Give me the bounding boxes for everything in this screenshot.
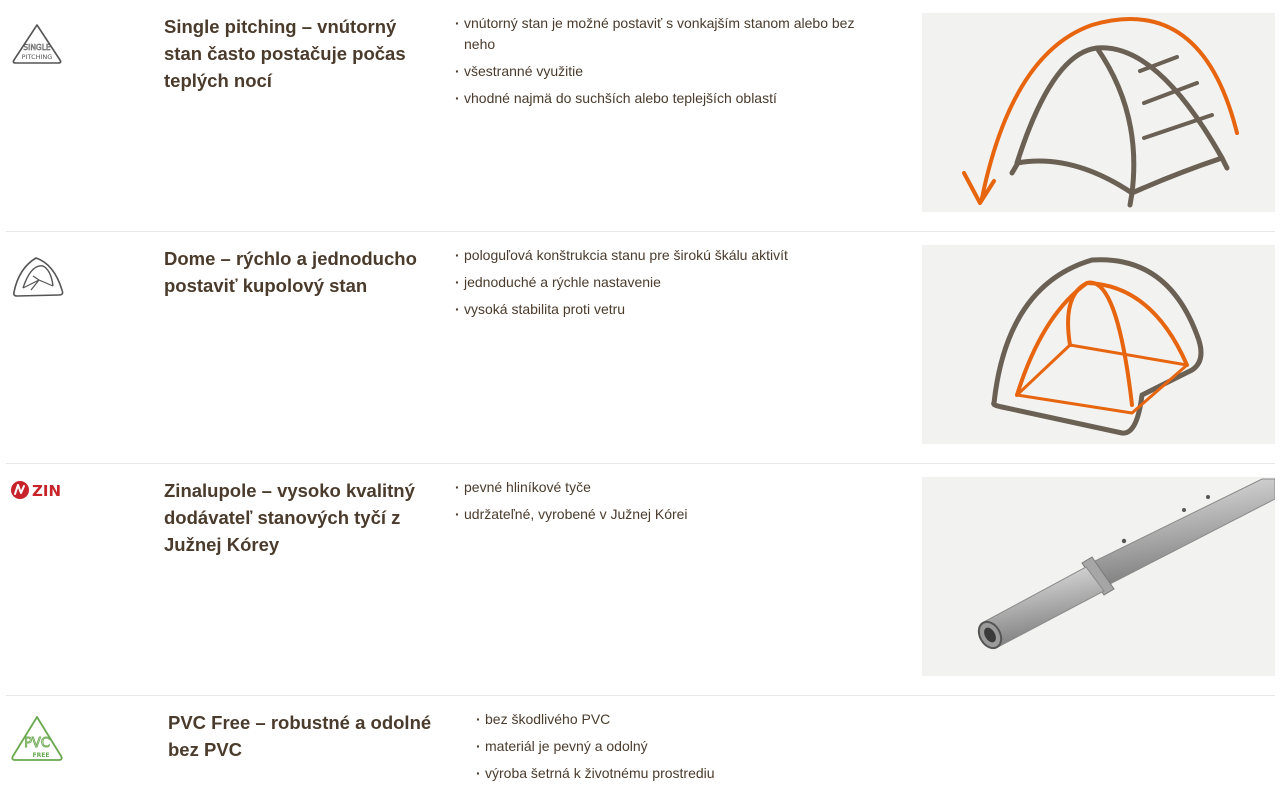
feature-bullet-list: [455, 477, 885, 531]
feature-pvc-free: [6, 696, 1275, 793]
feature-dome: [6, 232, 1275, 462]
single-pitching-icon: [9, 20, 65, 76]
zin-logo-text: ZIN: [32, 482, 62, 500]
feature-zinalupole: [6, 464, 1275, 694]
feature-bullet-list: [476, 709, 906, 790]
dome-tent-icon: [9, 250, 65, 306]
feature-bullet: · vysoká stabilita proti vetru: [455, 299, 885, 320]
dome-tent-illustration: [922, 245, 1275, 444]
zin-logo-icon: [9, 474, 69, 506]
feature-bullet: · udržateľné, vyrobené v Južnej Kórei: [455, 504, 885, 525]
pvc-logo-text: PVC: [24, 736, 50, 751]
pvc-free-icon: [9, 714, 65, 766]
single-pitching-tent-illustration: [922, 13, 1275, 212]
feature-bullet: · výroba šetrná k životnému prostrediu: [476, 763, 906, 784]
feature-bullet: · pologuľová konštrukcia stanu pre širokú škálu aktivít: [455, 245, 885, 266]
feature-bullet-list: [455, 13, 885, 115]
feature-bullet: · materiál je pevný a odolný: [476, 736, 906, 757]
feature-single-pitching: [6, 0, 1275, 230]
feature-title: Zinalupole – vysoko kvalitný dodávateľ stanových tyčí z Južnej Kórey: [164, 480, 415, 555]
single-pitching-logo-text: SINGLE: [23, 43, 51, 52]
single-pitching-logo-subtext: PITCHING: [21, 53, 53, 61]
feature-bullet: · všestranné využitie: [455, 61, 885, 82]
feature-bullet: · pevné hliníkové tyče: [455, 477, 885, 498]
feature-title: Single pitching – vnútorný stan často postačuje počas teplých nocí: [164, 16, 406, 91]
feature-bullet: · jednoduché a rýchle nastavenie: [455, 272, 885, 293]
feature-bullet: · bez škodlivého PVC: [476, 709, 906, 730]
pvc-logo-subtext: FREE: [32, 752, 50, 759]
aluminium-pole-illustration: [922, 477, 1275, 676]
feature-bullet: · vhodné najmä do suchších alebo teplejších oblastí: [455, 88, 885, 109]
feature-bullet: · vnútorný stan je možné postaviť s vonkajším stanom alebo bez neho: [455, 13, 885, 55]
feature-bullet-list: [455, 245, 885, 326]
feature-title: Dome – rýchlo a jednoducho postaviť kupolový stan: [164, 248, 417, 296]
feature-title: PVC Free – robustné a odolné bez PVC: [168, 712, 432, 760]
